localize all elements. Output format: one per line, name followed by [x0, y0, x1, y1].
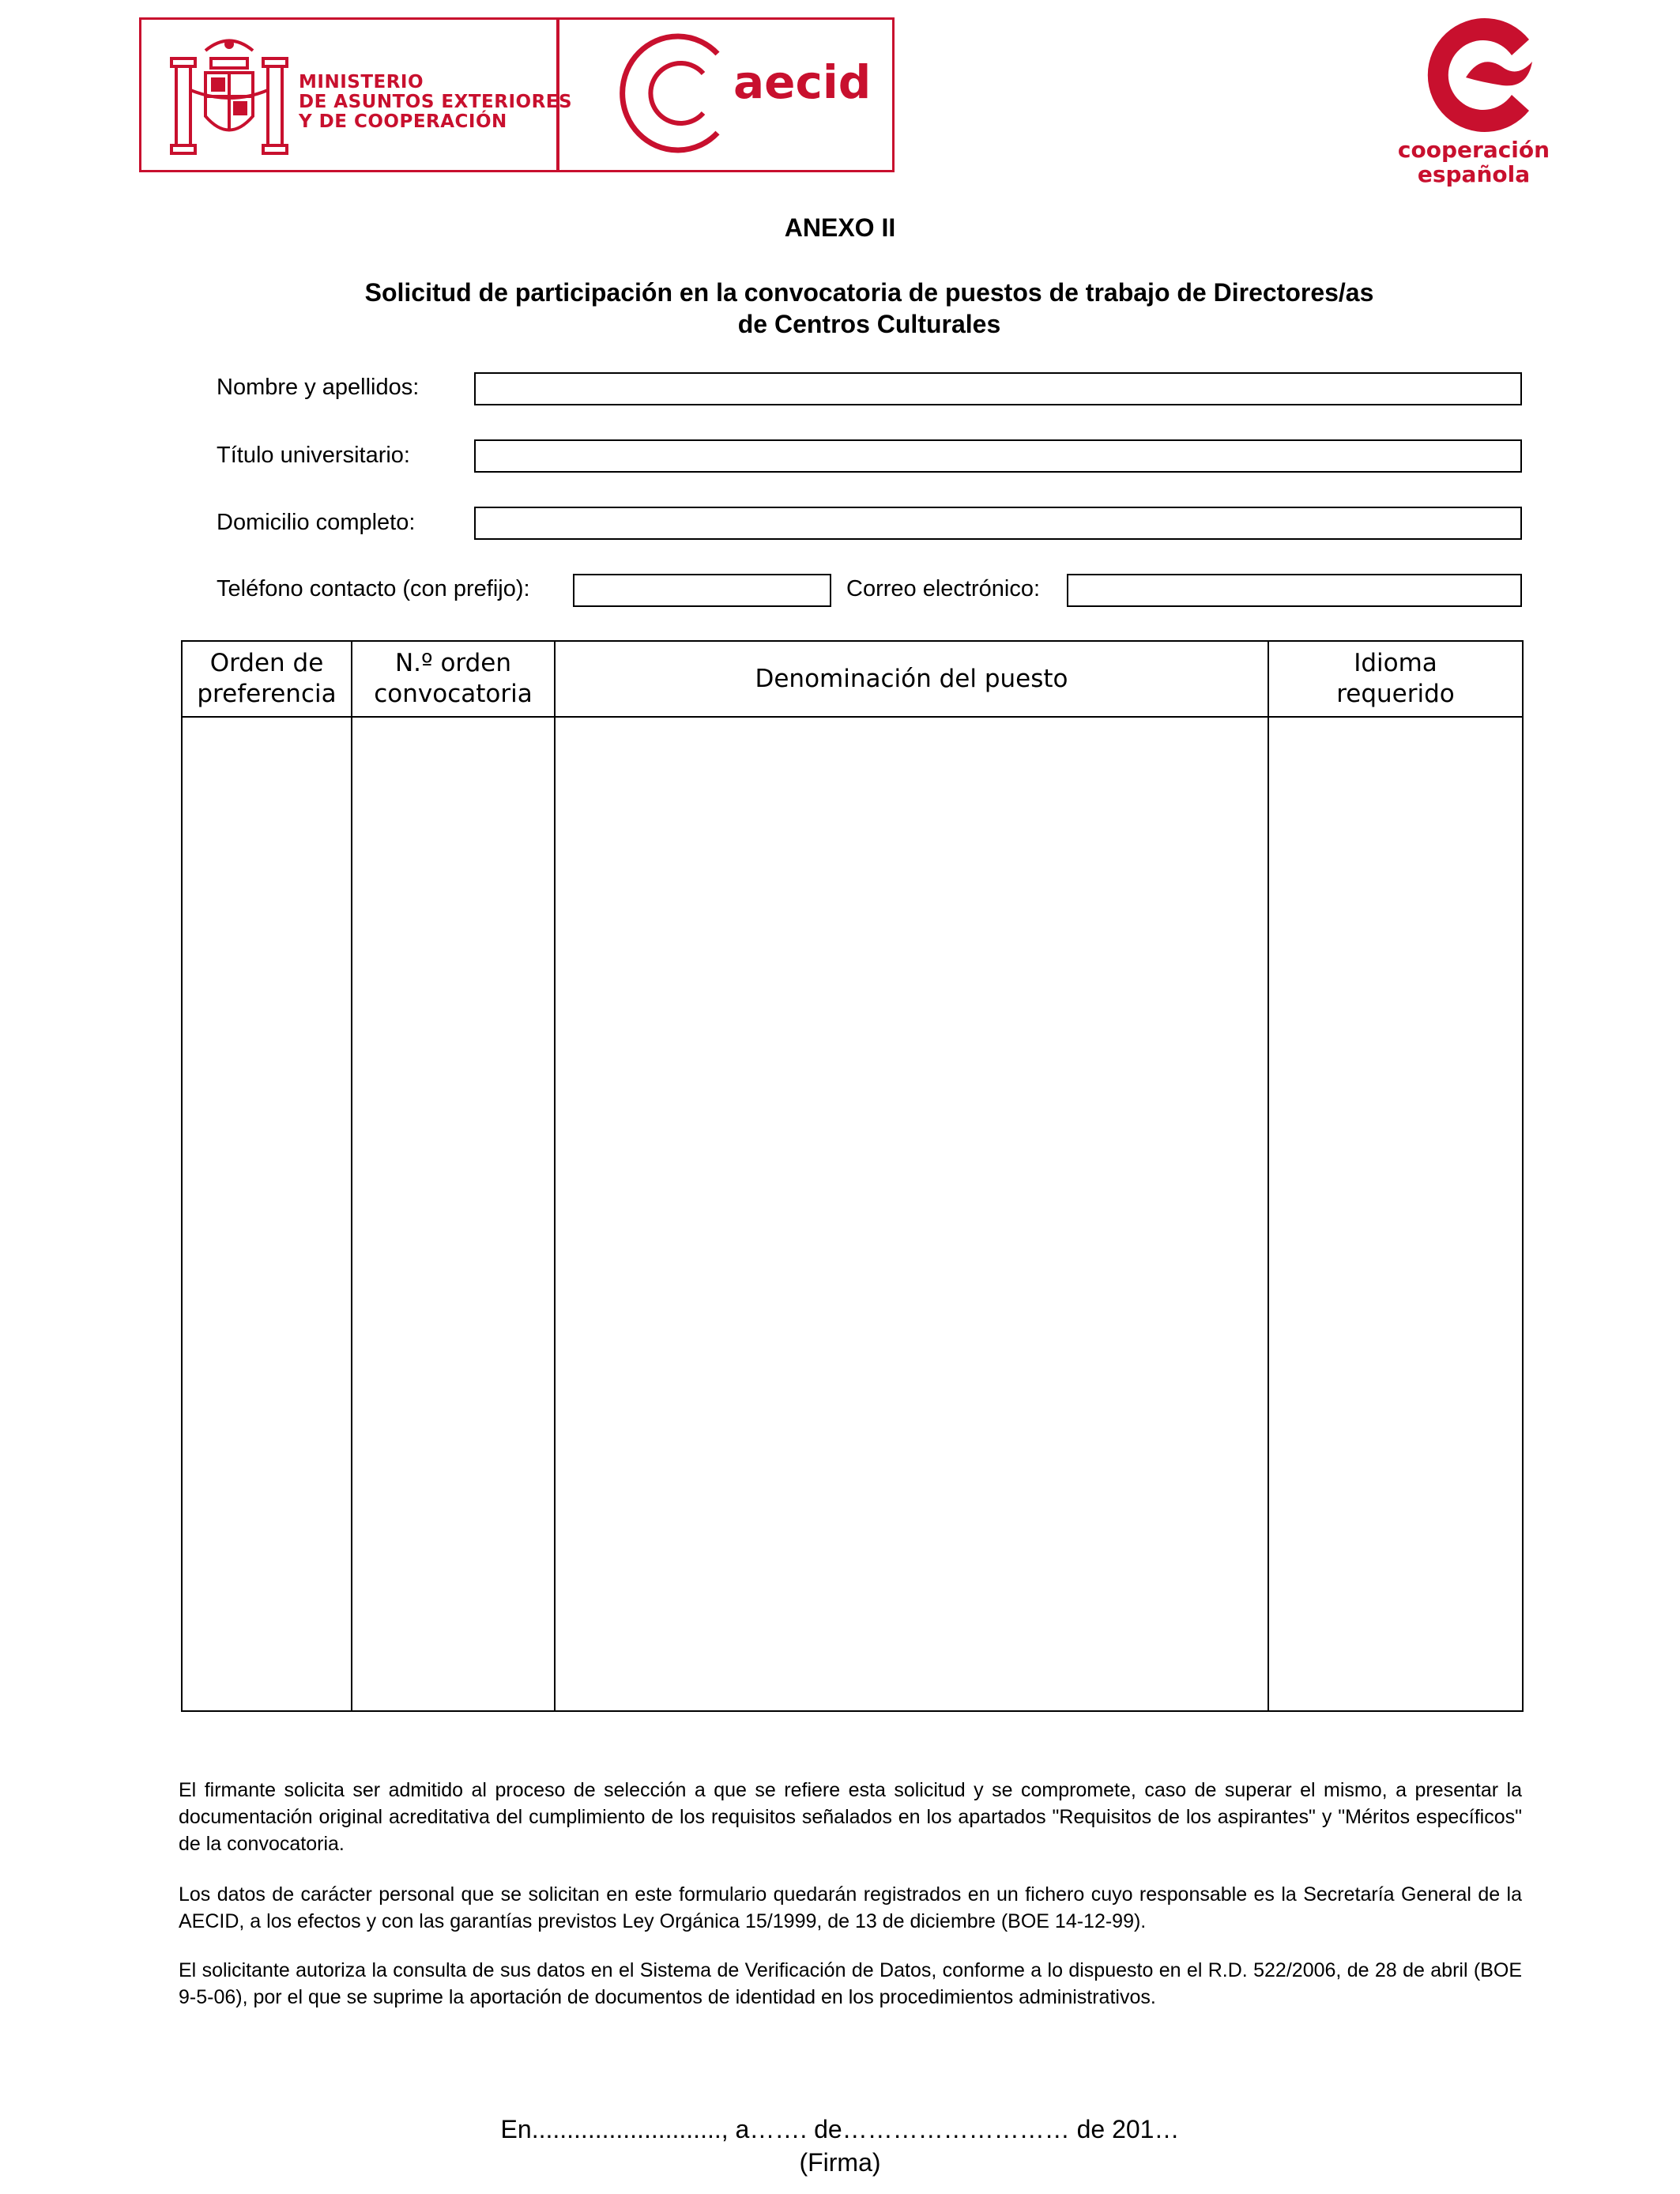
ministry-name	[299, 73, 572, 132]
table-header-row	[182, 641, 1523, 717]
name-field[interactable]	[474, 372, 1522, 405]
table-row	[182, 717, 1523, 1711]
coat-of-arms-icon	[162, 27, 296, 161]
data-protection-paragraph: Los datos de carácter personal que se solicitan en este formulario quedarán registrados en un fichero cuyo responsable es la Secretaría General de la AECID, a los efectos y con las garantías previstos Ley Orgánica 15/1999, de 13 de diciembre (BOE 14-12-99).	[179, 1883, 1522, 1932]
positions-table	[181, 640, 1524, 1712]
header-preference-order: Orden de preferencia	[182, 641, 352, 717]
coop-line-1: cooperación	[1397, 137, 1550, 163]
ministry-line-3: Y DE COOPERACIÓN	[299, 111, 507, 132]
address-field[interactable]	[474, 507, 1522, 540]
phone-label: Teléfono contacto (con prefijo):	[217, 576, 530, 601]
degree-label: Título universitario:	[217, 443, 410, 468]
position-name-cell[interactable]	[555, 717, 1268, 1711]
subtitle-line-1: Solicitud de participación en la convocatoria de puestos de trabajo de Directores/as	[364, 278, 1374, 307]
ministry-line-2: DE ASUNTOS EXTERIORES	[299, 92, 573, 112]
email-label: Correo electrónico:	[846, 576, 1040, 601]
address-label: Domicilio completo:	[217, 510, 416, 535]
header-call-number: N.º orden convocatoria	[352, 641, 555, 717]
preference-order-cell[interactable]	[182, 717, 352, 1711]
annex-title: ANEXO II	[784, 213, 896, 242]
verification-paragraph: El solicitante autoriza la consulta de sus datos en el Sistema de Verificación de Datos, conforme a lo dispuesto en el R.D. 522/2006, de 28 de abril (BOE 9-5-06), por el que se suprime la aportación de documentos de identidad en los procedimientos administrativos.	[179, 1959, 1522, 2008]
cooperacion-espanola-logo-text	[1391, 138, 1557, 187]
email-field[interactable]	[1067, 574, 1522, 607]
name-label: Nombre y apellidos:	[217, 375, 420, 400]
phone-field[interactable]	[573, 574, 831, 607]
call-number-cell[interactable]	[352, 717, 555, 1711]
aecid-c-icon	[616, 30, 735, 156]
signature-label: (Firma)	[799, 2148, 881, 2177]
required-language-cell[interactable]	[1268, 717, 1523, 1711]
header-position-name: Denominación del puesto	[555, 641, 1268, 717]
subtitle-line-2: de Centros Culturales	[737, 310, 1001, 338]
form-subtitle	[237, 277, 1501, 340]
cooperacion-espanola-icon	[1411, 8, 1537, 142]
declaration-paragraph: El firmante solicita ser admitido al proceso de selección a que se refiere esta solicitud y se compromete, caso de superar el mismo, a presentar la documentación original acreditativa del cumplimiento de los requisitos señalados en los apartados "Requisitos de los aspirantes" y "Méritos específicos" de la convocatoria.	[179, 1779, 1522, 1855]
header-required-language: Idioma requerido	[1268, 641, 1523, 717]
aecid-logo-text: aecid	[733, 55, 872, 109]
degree-field[interactable]	[474, 439, 1522, 473]
place-date-line: En..........................., a……. de……………………… de 201…	[500, 2115, 1180, 2143]
ministry-line-1: MINISTERIO	[299, 72, 424, 92]
coop-line-2: española	[1417, 161, 1531, 187]
